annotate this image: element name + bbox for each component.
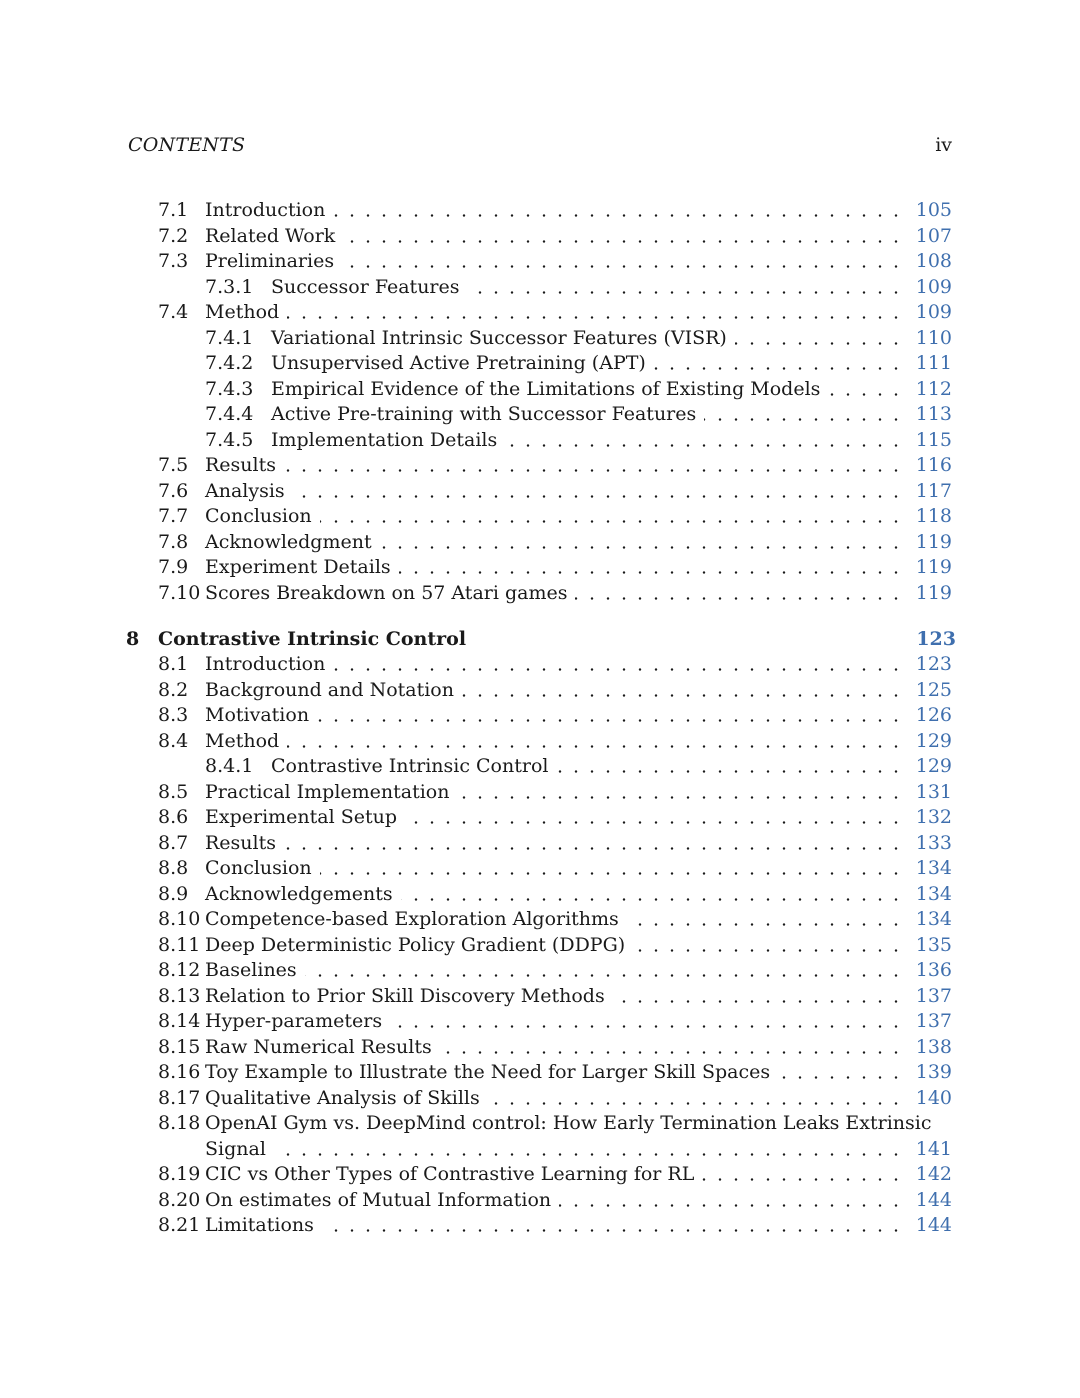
toc-page-link[interactable]: 129: [915, 755, 952, 777]
toc-section-row[interactable]: [0, 958, 1080, 983]
toc-entry-number: 8.21: [158, 1214, 201, 1236]
toc-entry-title: Unsupervised Active Pretraining (APT): [271, 352, 646, 374]
toc-section-row[interactable]: [0, 1009, 1080, 1034]
toc-entry-title: Motivation: [205, 704, 310, 726]
toc-page-link[interactable]: 109: [915, 301, 952, 323]
running-header-title: CONTENTS: [128, 134, 246, 156]
dot-leader: [559, 1204, 904, 1207]
toc-entry-number: 8.4: [158, 730, 189, 752]
toc-section-row[interactable]: [0, 984, 1080, 1009]
toc-page-link[interactable]: 138: [915, 1036, 952, 1058]
toc-page-link[interactable]: 131: [915, 781, 952, 803]
toc-entry-number: 8.20: [158, 1189, 201, 1211]
toc-subsection-row[interactable]: [0, 275, 1080, 300]
toc-section-row[interactable]: [0, 1188, 1080, 1213]
toc-entry-number: 7.3: [158, 250, 189, 272]
dot-leader: [274, 1153, 904, 1156]
dot-leader: [320, 520, 904, 523]
toc-entry-title: Conclusion: [205, 505, 312, 527]
toc-subsection-row[interactable]: [0, 326, 1080, 351]
dot-leader: [704, 418, 904, 421]
toc-entry-title: Acknowledgment: [205, 531, 372, 553]
toc-section-row[interactable]: [0, 581, 1080, 606]
toc-page-link[interactable]: 126: [915, 704, 952, 726]
toc-page-link[interactable]: 113: [915, 403, 952, 425]
toc-section-row[interactable]: [0, 678, 1080, 703]
toc-entry-title: Introduction: [205, 653, 326, 675]
toc-section-row[interactable]: [0, 1213, 1080, 1238]
toc-entry-number: 7.6: [158, 480, 189, 502]
toc-page-link[interactable]: 136: [915, 959, 952, 981]
dot-leader: [287, 316, 904, 319]
toc-entry-number: 8.15: [158, 1036, 201, 1058]
toc-entry-number: 8.5: [158, 781, 189, 803]
toc-entry-title: Relation to Prior Skill Discovery Methods: [205, 985, 605, 1007]
toc-entry-number: 7.4.4: [205, 403, 254, 425]
toc-entry-title: Introduction: [205, 199, 326, 221]
toc-entry-number: 7.3.1: [205, 276, 254, 298]
toc-page-link[interactable]: 125: [915, 679, 952, 701]
toc-section-row[interactable]: [0, 1162, 1080, 1187]
dot-leader: [627, 923, 904, 926]
toc-entry-title: Method: [205, 730, 280, 752]
toc-entry-title: Toy Example to Illustrate the Need for Larger Skill Spaces: [205, 1061, 771, 1083]
toc-entry-number: 7.5: [158, 454, 189, 476]
toc-entry-number: 8.13: [158, 985, 201, 1007]
dot-leader: [468, 291, 904, 294]
toc-entry-title: Empirical Evidence of the Limitations of Existing Models: [271, 378, 821, 400]
toc-entry-number: 7.2: [158, 225, 189, 247]
toc-entry-title: Experiment Details: [205, 556, 391, 578]
toc-entry-title: Contrastive Intrinsic Control: [271, 755, 549, 777]
dot-leader: [320, 872, 904, 875]
toc-page-link[interactable]: 116: [915, 454, 952, 476]
toc-entry-number: 7.4.3: [205, 378, 254, 400]
toc-page-link[interactable]: 144: [915, 1214, 952, 1236]
dot-leader: [317, 719, 904, 722]
dot-leader: [702, 1178, 904, 1181]
page-number: iv: [935, 134, 952, 156]
toc-entry-number: 7.9: [158, 556, 189, 578]
toc-page-link[interactable]: 119: [915, 556, 952, 578]
toc-section-row[interactable]: [0, 1060, 1080, 1085]
toc-section-row[interactable]: [0, 907, 1080, 932]
toc-section-row[interactable]: [0, 703, 1080, 728]
toc-section-row[interactable]: [0, 555, 1080, 580]
toc-section-row-continuation[interactable]: [0, 1137, 1080, 1162]
toc-page-link[interactable]: 109: [915, 276, 952, 298]
toc-section-row[interactable]: [0, 249, 1080, 274]
toc-entry-title: OpenAI Gym vs. DeepMind control: How Early Termination Leaks Extrinsic: [205, 1112, 932, 1134]
dot-leader: [399, 571, 904, 574]
toc-section-row[interactable]: [0, 780, 1080, 805]
dot-leader: [633, 949, 904, 952]
toc-section-row[interactable]: [0, 1035, 1080, 1060]
dot-leader: [575, 597, 904, 600]
toc-subsection-row[interactable]: [0, 402, 1080, 427]
toc-entry-number: 7.10: [158, 582, 201, 604]
toc-page-link[interactable]: 139: [915, 1061, 952, 1083]
toc-entry-title: Competence-based Exploration Algorithms: [205, 908, 619, 930]
toc-section-row[interactable]: [0, 831, 1080, 856]
toc-page-link[interactable]: 137: [915, 985, 952, 1007]
toc-page-link[interactable]: 134: [915, 857, 952, 879]
toc-entry-number: 8.6: [158, 806, 189, 828]
toc-page-link[interactable]: 115: [915, 429, 952, 451]
dot-leader: [284, 469, 904, 472]
toc-section-row[interactable]: [0, 652, 1080, 677]
dot-leader: [342, 265, 904, 268]
toc-subsection-row[interactable]: [0, 377, 1080, 402]
toc-entry-title: Conclusion: [205, 857, 312, 879]
toc-section-row[interactable]: [0, 504, 1080, 529]
toc-entry-number: 7.1: [158, 199, 189, 221]
toc-entry-title: Results: [205, 454, 276, 476]
dot-leader: [333, 214, 904, 217]
dot-leader: [654, 367, 904, 370]
toc-entry-number: 8.8: [158, 857, 189, 879]
toc-section-row[interactable]: [0, 805, 1080, 830]
toc-page-link[interactable]: 105: [915, 199, 952, 221]
dot-leader: [401, 898, 904, 901]
toc-page-link[interactable]: 110: [915, 327, 952, 349]
toc-page-link[interactable]: 119: [915, 531, 952, 553]
dot-leader: [556, 770, 904, 773]
dot-leader: [828, 393, 904, 396]
toc-entry-title: Experimental Setup: [205, 806, 398, 828]
toc-page-link[interactable]: 129: [915, 730, 952, 752]
toc-page-link[interactable]: 141: [915, 1138, 952, 1160]
toc-page-link[interactable]: 117: [915, 480, 952, 502]
toc-entry-number: 8.12: [158, 959, 201, 981]
toc-entry-title: Practical Implementation: [205, 781, 450, 803]
toc-entry-title: CIC vs Other Types of Contrastive Learning for RL: [205, 1163, 695, 1185]
toc-section-row[interactable]: [0, 1111, 1080, 1136]
dot-leader: [505, 444, 904, 447]
toc-entry-title: On estimates of Mutual Information: [205, 1189, 552, 1211]
toc-page-link[interactable]: 123: [916, 628, 956, 650]
toc-entry-number: 8.9: [158, 883, 189, 905]
toc-entry-number: 7.4: [158, 301, 189, 323]
toc-entry-title: Baselines: [205, 959, 297, 981]
toc-entry-title: Raw Numerical Results: [205, 1036, 432, 1058]
toc-section-row[interactable]: [0, 453, 1080, 478]
toc-entry-number: 8.10: [158, 908, 201, 930]
toc-page-link[interactable]: 123: [915, 653, 952, 675]
toc-chapter-row[interactable]: [0, 627, 1080, 652]
dot-leader: [380, 546, 904, 549]
toc-entry-title: Preliminaries: [205, 250, 335, 272]
toc-section-row[interactable]: [0, 1086, 1080, 1111]
toc-page-link[interactable]: 108: [915, 250, 952, 272]
toc-section-row[interactable]: [0, 530, 1080, 555]
toc-entry-number: 8.3: [158, 704, 189, 726]
dot-leader: [405, 821, 904, 824]
toc-entry-number: 7.4.2: [205, 352, 254, 374]
toc-page-link[interactable]: 107: [915, 225, 952, 247]
toc-page-link[interactable]: 132: [915, 806, 952, 828]
dot-leader: [287, 745, 904, 748]
toc-page-link[interactable]: 111: [915, 352, 952, 374]
toc-entry-title: Successor Features: [271, 276, 460, 298]
dot-leader: [462, 694, 904, 697]
toc-entry-number: 7.7: [158, 505, 189, 527]
toc-entry-title: Qualitative Analysis of Skills: [205, 1087, 480, 1109]
toc-entry-number: 7.4.5: [205, 429, 254, 451]
toc-section-row[interactable]: [0, 224, 1080, 249]
toc-page-link[interactable]: 112: [915, 378, 952, 400]
toc-subsection-row[interactable]: [0, 351, 1080, 376]
toc-page-link[interactable]: 118: [915, 505, 952, 527]
dot-leader: [778, 1076, 904, 1079]
dot-leader: [390, 1025, 904, 1028]
toc-entry-title: Variational Intrinsic Successor Features (VISR): [271, 327, 727, 349]
dot-leader: [333, 668, 904, 671]
toc-entry-number: 8.17: [158, 1087, 201, 1109]
toc-section-row[interactable]: [0, 300, 1080, 325]
toc-section-row[interactable]: [0, 933, 1080, 958]
toc-entry-number: 8.18: [158, 1112, 201, 1134]
toc-entry-title: Contrastive Intrinsic Control: [158, 628, 467, 650]
toc-entry-number: 8: [126, 628, 140, 650]
toc-page-link[interactable]: 135: [915, 934, 952, 956]
toc-entry-title: Related Work: [205, 225, 336, 247]
toc-entry-number: 8.11: [158, 934, 201, 956]
toc-page-link[interactable]: 133: [915, 832, 952, 854]
toc-page-link[interactable]: 119: [915, 582, 952, 604]
toc-entry-number: 8.2: [158, 679, 189, 701]
toc-entry-title: Implementation Details: [271, 429, 498, 451]
dot-leader: [343, 240, 904, 243]
toc-entry-title: Signal: [205, 1138, 266, 1160]
dot-leader: [322, 1229, 904, 1232]
toc-entry-title: Analysis: [205, 480, 285, 502]
dot-leader: [735, 342, 904, 345]
toc-entry-title: Background and Notation: [205, 679, 454, 701]
toc-page-link[interactable]: 134: [915, 883, 952, 905]
dot-leader: [284, 847, 904, 850]
running-header: [128, 134, 952, 160]
dot-leader: [305, 974, 904, 977]
toc-section-row[interactable]: [0, 479, 1080, 504]
toc-section-row[interactable]: [0, 856, 1080, 881]
toc-entry-title: Limitations: [205, 1214, 314, 1236]
toc-entry-number: 8.16: [158, 1061, 201, 1083]
toc-page-link[interactable]: 134: [915, 908, 952, 930]
toc-entry-number: 8.4.1: [205, 755, 254, 777]
dot-leader: [458, 796, 904, 799]
toc-entry-title: Scores Breakdown on 57 Atari games: [205, 582, 568, 604]
toc-entry-number: 8.7: [158, 832, 189, 854]
toc-entry-title: Acknowledgements: [205, 883, 393, 905]
toc-entry-number: 7.8: [158, 531, 189, 553]
toc-page-link[interactable]: 142: [915, 1163, 952, 1185]
toc-section-row[interactable]: [0, 729, 1080, 754]
toc-entry-number: 7.4.1: [205, 327, 254, 349]
toc-entry-title: Hyper-parameters: [205, 1010, 383, 1032]
toc-entry-title: Deep Deterministic Policy Gradient (DDPG): [205, 934, 626, 956]
dot-leader: [293, 495, 904, 498]
dot-leader: [440, 1051, 904, 1054]
toc-section-row[interactable]: [0, 882, 1080, 907]
toc-entry-number: 8.14: [158, 1010, 201, 1032]
toc-page-link[interactable]: 140: [915, 1087, 952, 1109]
toc-entry-title: Method: [205, 301, 280, 323]
toc-entry-title: Results: [205, 832, 276, 854]
toc-page-link[interactable]: 137: [915, 1010, 952, 1032]
dot-leader: [613, 1000, 904, 1003]
toc-section-row[interactable]: [0, 198, 1080, 223]
toc-page-link[interactable]: 144: [915, 1189, 952, 1211]
toc-entry-number: 8.1: [158, 653, 189, 675]
toc-entry-number: 8.19: [158, 1163, 201, 1185]
toc-subsection-row[interactable]: [0, 754, 1080, 779]
dot-leader: [488, 1102, 904, 1105]
toc-subsection-row[interactable]: [0, 428, 1080, 453]
toc-entry-title: Active Pre-training with Successor Features: [271, 403, 697, 425]
